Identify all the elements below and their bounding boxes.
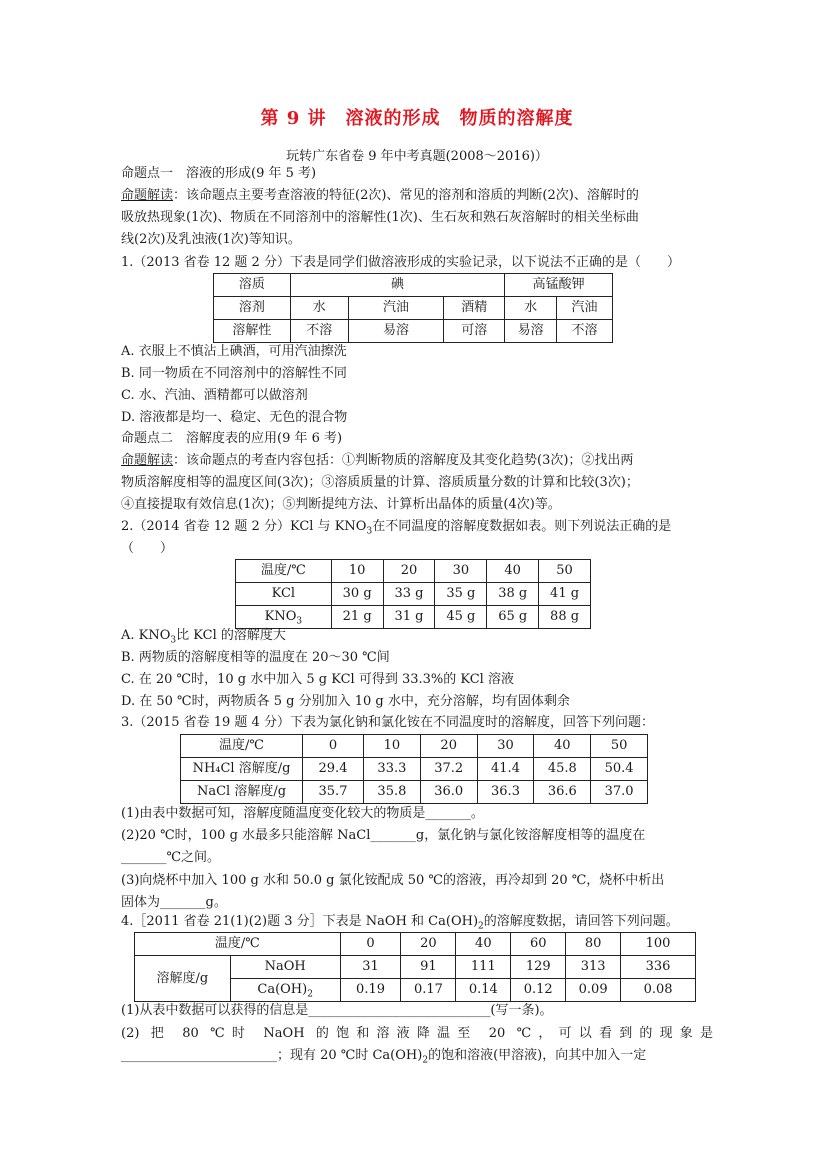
table-cell: 30: [435, 560, 487, 583]
table-cell: NaOH: [230, 956, 340, 979]
point2-intro: [121, 450, 713, 472]
q2-stem-text: 在不同温度的溶解度数据如表。则下列说法正确的是: [372, 519, 672, 534]
table-cell: 100: [621, 933, 696, 956]
table-cell: 37.0: [591, 781, 648, 804]
table-cell: 21 g: [331, 606, 383, 629]
table-cell: 129: [511, 956, 566, 979]
table-cell: 40: [534, 735, 591, 758]
q4-sub2: (2) 把 80 ℃时 NaOH 的饱和溶液降温至 20 ℃，可以看到的现象是: [121, 1026, 713, 1041]
table-cell: 50: [539, 560, 591, 583]
q4-stem: [121, 911, 713, 933]
subscript: 2: [478, 921, 484, 932]
q1-stem: 1.（2013 省卷 12 题 2 分）下表是同学们做溶液形成的实验记录，以下说法不正确的是（ ）: [121, 255, 680, 270]
table-cell: 35.8: [364, 781, 421, 804]
table-cell: 20: [383, 560, 435, 583]
q2-option-c: C. 在 20 ℃时，10 g 水中加入 5 g KCl 可得到 33.3%的 KCl 溶液: [121, 672, 514, 687]
table-cell: 20: [401, 933, 456, 956]
table-cell: 41.4: [477, 758, 534, 781]
table-cell: 31: [340, 956, 401, 979]
table-cell: 10: [331, 560, 383, 583]
q1-option-a: A. 衣服上不慎沾上碘酒，可用汽油擦洗: [121, 344, 347, 359]
point1-heading: 命题点一 溶液的形成(9 年 5 考): [121, 166, 317, 181]
subscript: 2: [307, 989, 313, 1000]
table-cell: 不溶: [290, 320, 348, 343]
table-cell: 溶解性: [214, 320, 291, 343]
table-cell: 不溶: [557, 320, 613, 343]
table-cell: 水: [505, 297, 557, 320]
table-cell: 37.2: [420, 758, 477, 781]
q3-sub2-line2: _______℃之间。: [121, 850, 221, 865]
q4-text: ________________________；现有 20 ℃时 Ca(OH): [121, 1048, 423, 1063]
table-cell: 0.08: [621, 979, 696, 1002]
q4-stem-text: 4.［2011 省卷 21(1)(2)题 3 分］下表是 NaOH 和 Ca(OH): [121, 914, 479, 929]
table-cell: 可溶: [444, 320, 505, 343]
table-cell: 36.0: [420, 781, 477, 804]
table-cell: [230, 979, 340, 1002]
point2-intro-line2: 物质溶解度相等的温度区间(3次)；③溶质质量的计算、溶质质量分数的计算和比较(3次)；: [121, 475, 639, 490]
table-cell: NaCl 溶解度/g: [181, 781, 303, 804]
table-cell: 0.12: [511, 979, 566, 1002]
q4-sub2-line2: [121, 1045, 713, 1067]
table-cell: KCl: [236, 583, 332, 606]
intro-text: ：该命题点的考查内容包括：①判断物质的溶解度及其变化趋势(3次)；②找出两: [173, 453, 634, 468]
q1-option-c: C. 水、汽油、酒精都可以做溶剂: [121, 388, 308, 403]
q4-sub1: (1)从表中数据可以获得的信息是____________________________(写一条)。: [121, 1003, 553, 1018]
table-cell: 50.4: [591, 758, 648, 781]
table-cell: 0.14: [456, 979, 511, 1002]
page-title: 第 9 讲 溶液的形成 物质的溶解度: [260, 108, 574, 129]
table-cell: 31 g: [383, 606, 435, 629]
point2-heading: 命题点二 溶解度表的应用(9 年 6 考): [121, 431, 343, 446]
table-cell: 溶质: [214, 274, 291, 297]
table-cell: 0.09: [566, 979, 621, 1002]
table-cell: 碘: [290, 274, 504, 297]
table-cell: 温度/℃: [181, 735, 303, 758]
subscript: 2: [422, 1055, 429, 1066]
table-cell: 40: [487, 560, 539, 583]
table-cell: 0.19: [340, 979, 401, 1002]
intro-label: 命题解读: [121, 453, 174, 468]
q1-option-d: D. 溶液都是均一、稳定、无色的混合物: [121, 410, 348, 425]
q2-option-d: D. 在 50 ℃时，两物质各 5 g 分别加入 10 g 水中，充分溶解，均有固体剩余: [121, 694, 570, 709]
table-cell: 80: [566, 933, 621, 956]
table-cell: 酒精: [444, 297, 505, 320]
table-cell: 35.7: [303, 781, 364, 804]
table-cell: 溶剂: [214, 297, 291, 320]
q2-stem: [121, 516, 713, 538]
q4-table: [134, 932, 696, 1002]
subscript: 3: [366, 526, 373, 537]
q2-option-a: [121, 625, 713, 647]
q3-sub1: (1)由表中数据可知，溶解度随温度变化较大的物质是_______。: [121, 806, 484, 821]
table-cell: 溶解度/g: [135, 956, 231, 1002]
table-cell: 60: [511, 933, 566, 956]
point2-intro-line3: ④直接提取有效信息(1次)；⑤判断提纯方法、计算析出晶体的质量(4次)等。: [121, 497, 561, 512]
table-cell: 36.6: [534, 781, 591, 804]
q4-stem-text: 的溶解度数据，请回答下列问题。: [483, 914, 679, 929]
table-cell: 30: [477, 735, 534, 758]
table-cell: 汽油: [557, 297, 613, 320]
option-text: 比 KCl 的溶解度大: [176, 628, 286, 643]
table-cell: 0: [340, 933, 401, 956]
table-cell: NH₄Cl 溶解度/g: [181, 758, 303, 781]
table-cell: 10: [364, 735, 421, 758]
table-cell: 易溶: [348, 320, 444, 343]
q1-table: [213, 273, 613, 343]
q2-option-b: B. 两物质的溶解度相等的温度在 20～30 ℃间: [121, 650, 390, 665]
table-cell: 0: [303, 735, 364, 758]
q3-sub2: (2)20 ℃时，100 g 水最多只能溶解 NaCl_______g，氯化钠与氯化铵溶解度相等的温度在: [121, 828, 646, 843]
table-cell: 20: [420, 735, 477, 758]
q3-sub3-line2: 固体为_______g。: [121, 895, 227, 910]
table-cell: 50: [591, 735, 648, 758]
subscript: 3: [170, 635, 177, 646]
point1-intro: [121, 185, 713, 207]
q2-table: [235, 559, 591, 629]
table-cell: 313: [566, 956, 621, 979]
table-cell: 35 g: [435, 583, 487, 606]
table-cell: 33.3: [364, 758, 421, 781]
point1-intro-line3: 线(2次)及乳浊液(1次)等知识。: [121, 232, 301, 247]
point1-intro-line2: 吸放热现象(1次)、物质在不同溶剂中的溶解性(1次)、生石灰和熟石灰溶解时的相关坐标曲: [121, 210, 639, 225]
table-cell: 41 g: [539, 583, 591, 606]
table-cell: 45 g: [435, 606, 487, 629]
intro-text: ：该命题点主要考查溶液的特征(2次)、常见的溶剂和溶质的判断(2次)、溶解时的: [173, 188, 639, 203]
cell-text: KNO: [264, 609, 297, 624]
page-subtitle: 玩转广东省卷 9 年中考真题(2008～2016)）: [286, 149, 548, 164]
table-cell: 温度/℃: [236, 560, 332, 583]
q3-sub3: (3)向烧杯中加入 100 g 水和 50.0 g 氯化铵配成 50 ℃的溶液，再冷却到 20 ℃，烧杯中析出: [121, 873, 665, 888]
q2-stem-text: 2.（2014 省卷 12 题 2 分）KCl 与 KNO: [121, 519, 367, 534]
table-cell: 温度/℃: [135, 933, 341, 956]
q4-text: 的饱和溶液(甲溶液)，向其中加入一定: [428, 1048, 647, 1063]
cell-text: Ca(OH): [257, 982, 308, 997]
table-cell: 30 g: [331, 583, 383, 606]
table-cell: 88 g: [539, 606, 591, 629]
table-cell: 0.17: [401, 979, 456, 1002]
table-cell: 汽油: [348, 297, 444, 320]
table-cell: 40: [456, 933, 511, 956]
table-cell: 36.3: [477, 781, 534, 804]
q1-option-b: B. 同一物质在不同溶剂中的溶解性不同: [121, 366, 347, 381]
table-cell: 水: [290, 297, 348, 320]
q2-stem-line2: （ ）: [121, 541, 174, 556]
table-cell: 111: [456, 956, 511, 979]
table-cell: 65 g: [487, 606, 539, 629]
table-cell: 29.4: [303, 758, 364, 781]
q3-stem: 3.（2015 省卷 19 题 4 分）下表为氯化钠和氯化铵在不同温度时的溶解度，回答下列问题：: [121, 715, 654, 730]
q3-table: [180, 734, 648, 804]
table-cell: 336: [621, 956, 696, 979]
table-cell: 38 g: [487, 583, 539, 606]
table-cell: 33 g: [383, 583, 435, 606]
subscript: 3: [296, 616, 303, 627]
intro-label: 命题解读: [121, 188, 174, 203]
table-cell: 45.8: [534, 758, 591, 781]
table-cell: 91: [401, 956, 456, 979]
table-cell: 易溶: [505, 320, 557, 343]
table-cell: 高锰酸钾: [505, 274, 613, 297]
option-text: A. KNO: [121, 628, 171, 643]
